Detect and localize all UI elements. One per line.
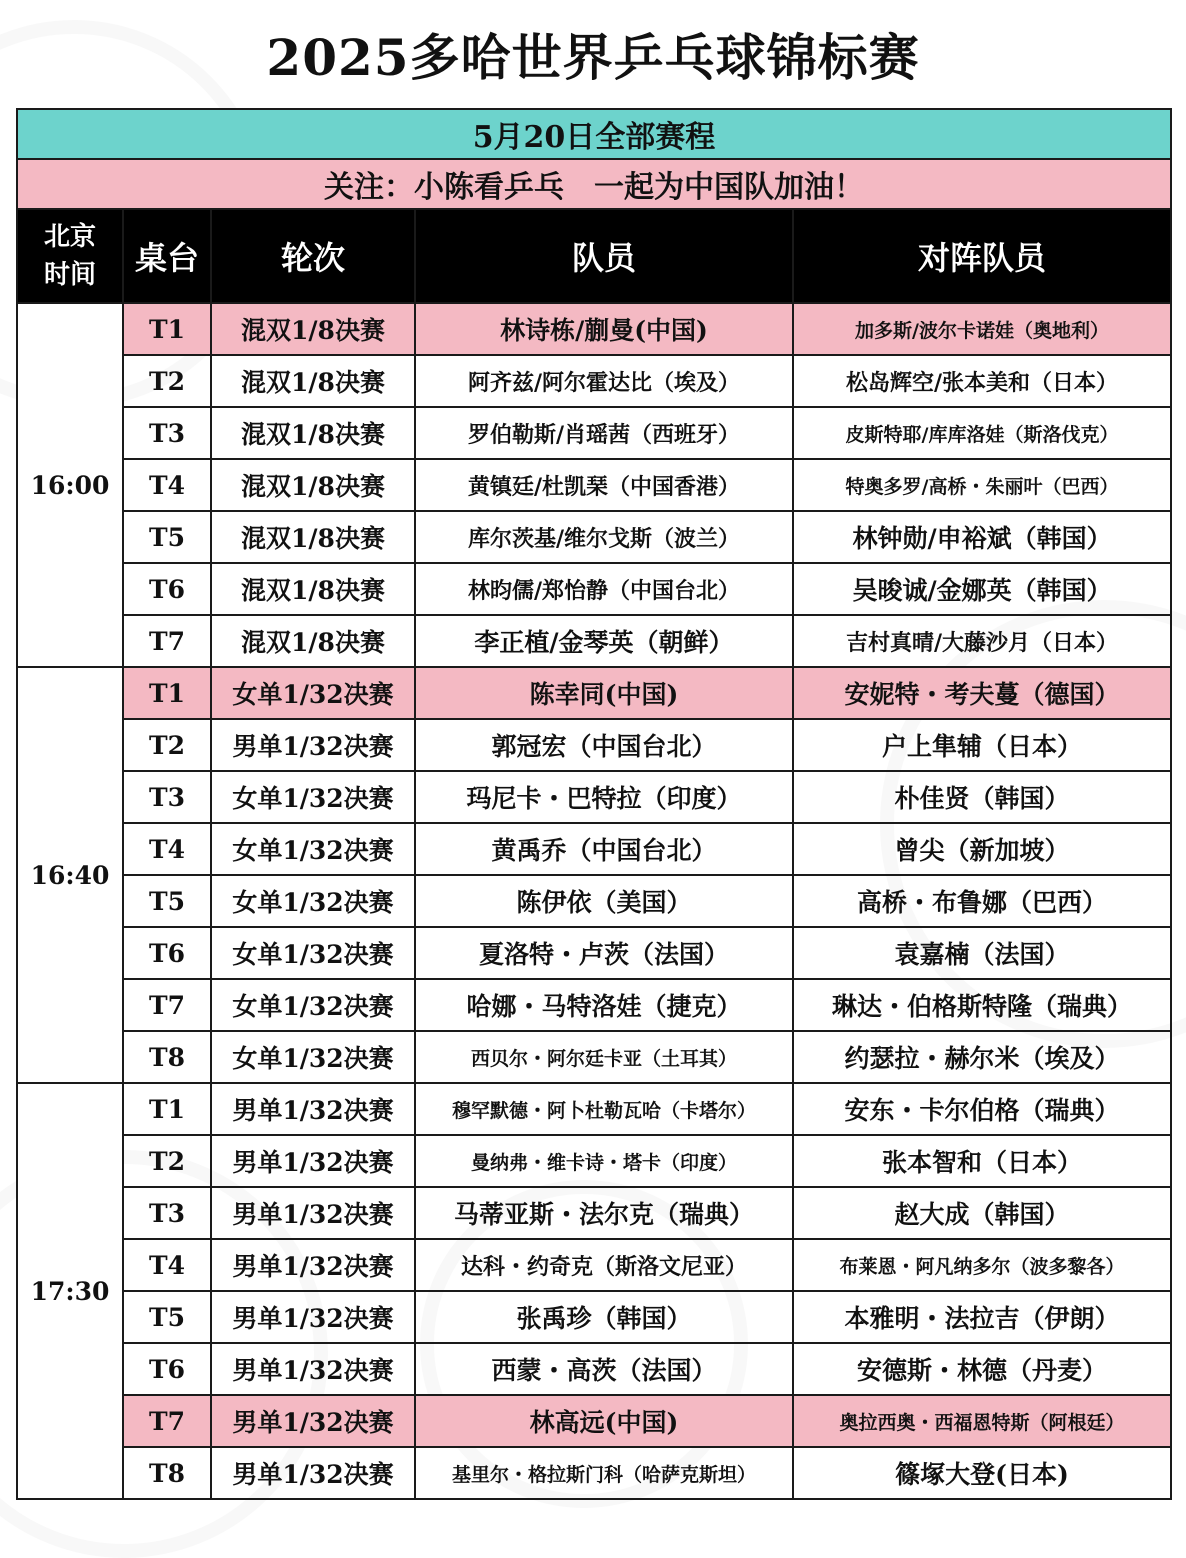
round-cell: 男单1/32决赛 bbox=[211, 1343, 415, 1395]
round-cell: 混双1/8决赛 bbox=[211, 303, 415, 355]
round-cell: 混双1/8决赛 bbox=[211, 615, 415, 667]
table-row bbox=[17, 667, 1171, 719]
date-banner: 5月20日全部赛程 bbox=[17, 109, 1171, 159]
player-cell: 库尔茨基/维尔戈斯（波兰） bbox=[415, 511, 793, 563]
opponent-cell: 曾尖（新加坡） bbox=[793, 823, 1171, 875]
round-cell: 混双1/8决赛 bbox=[211, 355, 415, 407]
opponent-cell: 本雅明・法拉吉（伊朗） bbox=[793, 1291, 1171, 1343]
round-cell: 女单1/32决赛 bbox=[211, 667, 415, 719]
table-row bbox=[17, 979, 1171, 1031]
table-row bbox=[17, 511, 1171, 563]
table-row bbox=[17, 875, 1171, 927]
table-row bbox=[17, 1291, 1171, 1343]
header-table: 桌台 bbox=[123, 209, 211, 303]
player-cell: 陈幸同(中国) bbox=[415, 667, 793, 719]
player-cell: 西贝尔・阿尔廷卡亚（土耳其） bbox=[415, 1031, 793, 1083]
table-row bbox=[17, 823, 1171, 875]
round-cell: 男单1/32决赛 bbox=[211, 1239, 415, 1291]
opponent-cell: 篠塚大登(日本) bbox=[793, 1447, 1171, 1499]
player-cell: 马蒂亚斯・法尔克（瑞典） bbox=[415, 1187, 793, 1239]
round-cell: 女单1/32决赛 bbox=[211, 771, 415, 823]
header-round: 轮次 bbox=[211, 209, 415, 303]
table-number: T8 bbox=[123, 1031, 211, 1083]
table-number: T6 bbox=[123, 563, 211, 615]
table-number: T1 bbox=[123, 1083, 211, 1135]
table-number: T4 bbox=[123, 459, 211, 511]
table-number: T8 bbox=[123, 1447, 211, 1499]
table-row bbox=[17, 771, 1171, 823]
table-number: T2 bbox=[123, 355, 211, 407]
player-cell: 哈娜・马特洛娃（捷克） bbox=[415, 979, 793, 1031]
player-cell: 曼纳弗・维卡诗・塔卡（印度） bbox=[415, 1135, 793, 1187]
table-number: T1 bbox=[123, 667, 211, 719]
round-cell: 混双1/8决赛 bbox=[211, 511, 415, 563]
table-row bbox=[17, 459, 1171, 511]
player-cell: 西蒙・高茨（法国） bbox=[415, 1343, 793, 1395]
table-row bbox=[17, 1187, 1171, 1239]
round-cell: 女单1/32决赛 bbox=[211, 823, 415, 875]
opponent-cell: 袁嘉楠（法国） bbox=[793, 927, 1171, 979]
table-number: T1 bbox=[123, 303, 211, 355]
opponent-cell: 奥拉西奥・西福恩特斯（阿根廷） bbox=[793, 1395, 1171, 1447]
opponent-cell: 约瑟拉・赫尔米（埃及） bbox=[793, 1031, 1171, 1083]
table-number: T5 bbox=[123, 1291, 211, 1343]
opponent-cell: 松岛辉空/张本美和（日本） bbox=[793, 355, 1171, 407]
table-number: T2 bbox=[123, 1135, 211, 1187]
round-cell: 女单1/32决赛 bbox=[211, 927, 415, 979]
opponent-cell: 安德斯・林德（丹麦） bbox=[793, 1343, 1171, 1395]
player-cell: 林诗栋/蒯曼(中国) bbox=[415, 303, 793, 355]
opponent-cell: 张本智和（日本） bbox=[793, 1135, 1171, 1187]
table-row bbox=[17, 1239, 1171, 1291]
opponent-cell: 户上隼辅（日本） bbox=[793, 719, 1171, 771]
time-slot: 17:30 bbox=[17, 1083, 123, 1499]
player-cell: 李正植/金琴英（朝鲜） bbox=[415, 615, 793, 667]
player-cell: 玛尼卡・巴特拉（印度） bbox=[415, 771, 793, 823]
opponent-cell: 特奥多罗/高桥・朱丽叶（巴西） bbox=[793, 459, 1171, 511]
header-player: 队员 bbox=[415, 209, 793, 303]
table-number: T4 bbox=[123, 823, 211, 875]
table-number: T4 bbox=[123, 1239, 211, 1291]
player-cell: 罗伯勒斯/肖瑶茜（西班牙） bbox=[415, 407, 793, 459]
round-cell: 男单1/32决赛 bbox=[211, 1291, 415, 1343]
round-cell: 男单1/32决赛 bbox=[211, 1187, 415, 1239]
player-cell: 张禹珍（韩国） bbox=[415, 1291, 793, 1343]
table-row bbox=[17, 1135, 1171, 1187]
player-cell: 穆罕默德・阿卜杜勒瓦哈（卡塔尔） bbox=[415, 1083, 793, 1135]
opponent-cell: 高桥・布鲁娜（巴西） bbox=[793, 875, 1171, 927]
header-time bbox=[17, 209, 123, 303]
table-number: T6 bbox=[123, 927, 211, 979]
round-cell: 女单1/32决赛 bbox=[211, 979, 415, 1031]
table-number: T7 bbox=[123, 979, 211, 1031]
table-row bbox=[17, 355, 1171, 407]
page-title: 2025多哈世界乒乓球锦标赛 bbox=[266, 28, 920, 87]
player-cell: 达科・约奇克（斯洛文尼亚） bbox=[415, 1239, 793, 1291]
player-cell: 林高远(中国) bbox=[415, 1395, 793, 1447]
opponent-cell: 吉村真晴/大藤沙月（日本） bbox=[793, 615, 1171, 667]
player-cell: 黄禹乔（中国台北） bbox=[415, 823, 793, 875]
player-cell: 黄镇廷/杜凯琹（中国香港） bbox=[415, 459, 793, 511]
player-cell: 郭冠宏（中国台北） bbox=[415, 719, 793, 771]
header-opponent: 对阵队员 bbox=[793, 209, 1171, 303]
opponent-cell: 朴佳贤（韩国） bbox=[793, 771, 1171, 823]
table-number: T5 bbox=[123, 875, 211, 927]
table-row bbox=[17, 303, 1171, 355]
opponent-cell: 赵大成（韩国） bbox=[793, 1187, 1171, 1239]
round-cell: 女单1/32决赛 bbox=[211, 875, 415, 927]
opponent-cell: 加多斯/波尔卡诺娃（奥地利） bbox=[793, 303, 1171, 355]
table-row bbox=[17, 563, 1171, 615]
table-row bbox=[17, 1395, 1171, 1447]
round-cell: 男单1/32决赛 bbox=[211, 1083, 415, 1135]
table-row bbox=[17, 407, 1171, 459]
table-row bbox=[17, 615, 1171, 667]
table-row bbox=[17, 1447, 1171, 1499]
table-number: T2 bbox=[123, 719, 211, 771]
player-cell: 林昀儒/郑怡静（中国台北） bbox=[415, 563, 793, 615]
table-number: T5 bbox=[123, 511, 211, 563]
opponent-cell: 安东・卡尔伯格（瑞典） bbox=[793, 1083, 1171, 1135]
schedule-table bbox=[16, 108, 1172, 1500]
time-slot: 16:00 bbox=[17, 303, 123, 667]
player-cell: 陈伊依（美国） bbox=[415, 875, 793, 927]
header-time-label: 北京 时间 bbox=[43, 222, 96, 290]
player-cell: 基里尔・格拉斯门科（哈萨克斯坦） bbox=[415, 1447, 793, 1499]
round-cell: 男单1/32决赛 bbox=[211, 1135, 415, 1187]
follow-banner: 关注：小陈看乒乓 一起为中国队加油！ bbox=[17, 159, 1171, 209]
opponent-cell: 布莱恩・阿凡纳多尔（波多黎各） bbox=[793, 1239, 1171, 1291]
table-number: T6 bbox=[123, 1343, 211, 1395]
round-cell: 男单1/32决赛 bbox=[211, 1447, 415, 1499]
header-row bbox=[17, 209, 1171, 303]
table-number: T7 bbox=[123, 1395, 211, 1447]
table-number: T3 bbox=[123, 771, 211, 823]
time-slot: 16:40 bbox=[17, 667, 123, 1083]
table-number: T3 bbox=[123, 1187, 211, 1239]
round-cell: 男单1/32决赛 bbox=[211, 719, 415, 771]
table-row bbox=[17, 1343, 1171, 1395]
opponent-cell: 安妮特・考夫蔓（德国） bbox=[793, 667, 1171, 719]
opponent-cell: 吴晙诚/金娜英（韩国） bbox=[793, 563, 1171, 615]
table-number: T3 bbox=[123, 407, 211, 459]
round-cell: 混双1/8决赛 bbox=[211, 407, 415, 459]
player-cell: 阿齐兹/阿尔霍达比（埃及） bbox=[415, 355, 793, 407]
player-cell: 夏洛特・卢茨（法国） bbox=[415, 927, 793, 979]
round-cell: 女单1/32决赛 bbox=[211, 1031, 415, 1083]
table-number: T7 bbox=[123, 615, 211, 667]
opponent-cell: 琳达・伯格斯特隆（瑞典） bbox=[793, 979, 1171, 1031]
round-cell: 混双1/8决赛 bbox=[211, 563, 415, 615]
opponent-cell: 林钟勋/申裕斌（韩国） bbox=[793, 511, 1171, 563]
opponent-cell: 皮斯特耶/库库洛娃（斯洛伐克） bbox=[793, 407, 1171, 459]
table-row bbox=[17, 1031, 1171, 1083]
round-cell: 男单1/32决赛 bbox=[211, 1395, 415, 1447]
table-row bbox=[17, 927, 1171, 979]
table-row bbox=[17, 719, 1171, 771]
table-row bbox=[17, 1083, 1171, 1135]
round-cell: 混双1/8决赛 bbox=[211, 459, 415, 511]
